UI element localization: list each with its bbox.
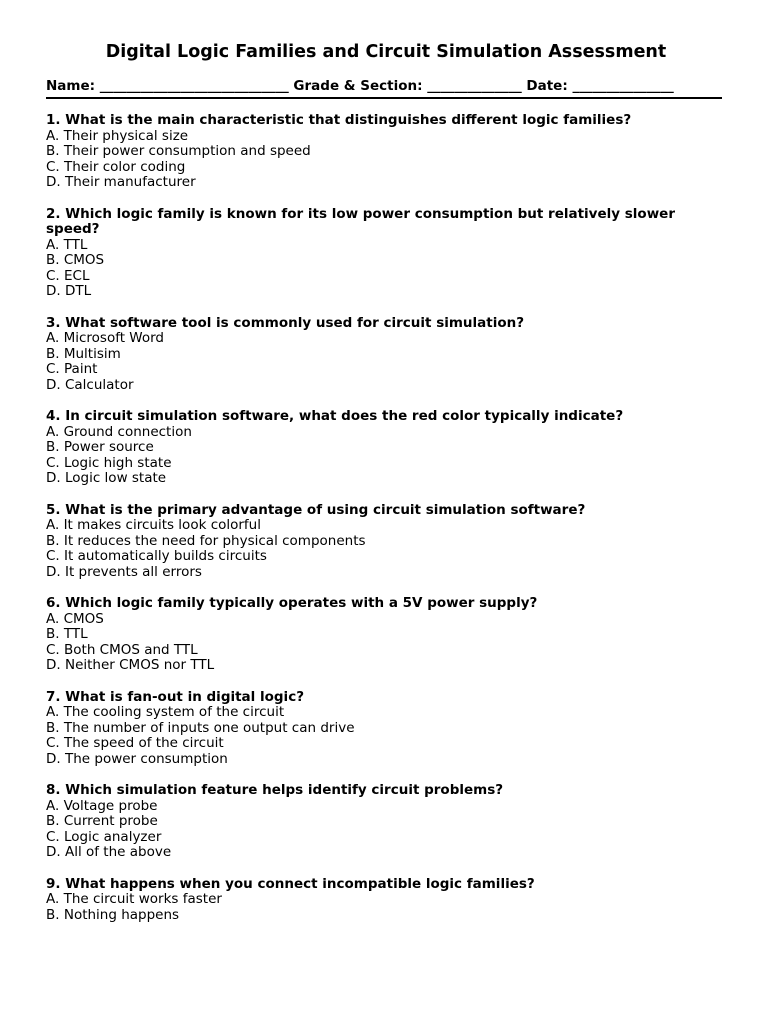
answer-option-b: B. Current probe: [46, 813, 158, 829]
question-3: [46, 316, 722, 394]
answer-option-c: C. ECL: [46, 267, 90, 284]
question-4: [46, 409, 722, 487]
answer-option-a: A. Their physical size: [46, 127, 189, 144]
answer-option-d: D. It prevents all errors: [46, 563, 202, 580]
answer-option-c: C. Logic high state: [46, 454, 172, 471]
answer-option-d: D. The power consumption: [46, 750, 228, 767]
answer-option-d: D. DTL: [46, 283, 92, 299]
question-text: 7. What is fan-out in digital logic?: [46, 688, 305, 705]
document-title: Digital Logic Families and Circuit Simulation Assessment: [105, 42, 667, 62]
question-text: 1. What is the main characteristic that distinguishes different logic families?: [46, 112, 632, 128]
question-list: [46, 113, 722, 923]
question-text: 2. Which logic family is known for its low power consumption but relatively slower speed?: [46, 205, 675, 237]
question-1: [46, 113, 722, 191]
answer-option-b: B. The number of inputs one output can drive: [46, 719, 355, 736]
answer-option-b: B. It reduces the need for physical components: [46, 532, 366, 549]
answer-option-d: D. Their manufacturer: [46, 174, 196, 190]
student-info-line: Name: ____________________________ Grade & Section: ______________ Date: _______________: [46, 78, 722, 99]
question-9: [46, 877, 722, 924]
answer-option-a: A. Ground connection: [46, 423, 192, 440]
answer-option-d: D. Neither CMOS nor TTL: [46, 657, 215, 673]
question-2: [46, 207, 722, 300]
answer-option-a: A. TTL: [46, 236, 88, 253]
answer-option-c: C. Both CMOS and TTL: [46, 641, 198, 658]
answer-option-b: B. Power source: [46, 439, 154, 455]
answer-option-b: B. CMOS: [46, 252, 105, 268]
question-6: [46, 596, 722, 674]
answer-option-c: C. The speed of the circuit: [46, 735, 224, 751]
answer-option-b: B. Their power consumption and speed: [46, 143, 311, 159]
question-8: [46, 783, 722, 861]
answer-option-a: A. The circuit works faster: [46, 891, 222, 907]
answer-option-c: C. Logic analyzer: [46, 828, 162, 845]
answer-option-a: A. Microsoft Word: [46, 330, 165, 346]
question-text: 3. What software tool is commonly used for circuit simulation?: [46, 314, 525, 331]
question-text: 4. In circuit simulation software, what does the red color typically indicate?: [46, 408, 624, 424]
answer-option-a: A. It makes circuits look colorful: [46, 517, 261, 533]
answer-option-b: B. Multisim: [46, 345, 121, 362]
question-5: [46, 503, 722, 581]
question-7: [46, 690, 722, 768]
question-text: 8. Which simulation feature helps identify circuit problems?: [46, 782, 504, 798]
answer-option-a: A. The cooling system of the circuit: [46, 704, 285, 720]
answer-option-a: A. Voltage probe: [46, 797, 158, 814]
answer-option-c: C. Paint: [46, 361, 98, 377]
answer-option-c: C. Their color coding: [46, 158, 186, 175]
question-text: 5. What is the primary advantage of using circuit simulation software?: [46, 501, 586, 518]
question-text: 6. Which logic family typically operates with a 5V power supply?: [46, 595, 538, 611]
answer-option-c: C. It automatically builds circuits: [46, 548, 267, 564]
question-text: 9. What happens when you connect incompatible logic families?: [46, 875, 535, 892]
answer-option-d: D. Calculator: [46, 376, 134, 393]
answer-option-b: B. Nothing happens: [46, 906, 180, 923]
answer-option-d: D. Logic low state: [46, 470, 167, 486]
document-page: [46, 40, 722, 939]
answer-option-d: D. All of the above: [46, 844, 172, 860]
answer-option-b: B. TTL: [46, 626, 88, 642]
answer-option-a: A. CMOS: [46, 610, 104, 627]
